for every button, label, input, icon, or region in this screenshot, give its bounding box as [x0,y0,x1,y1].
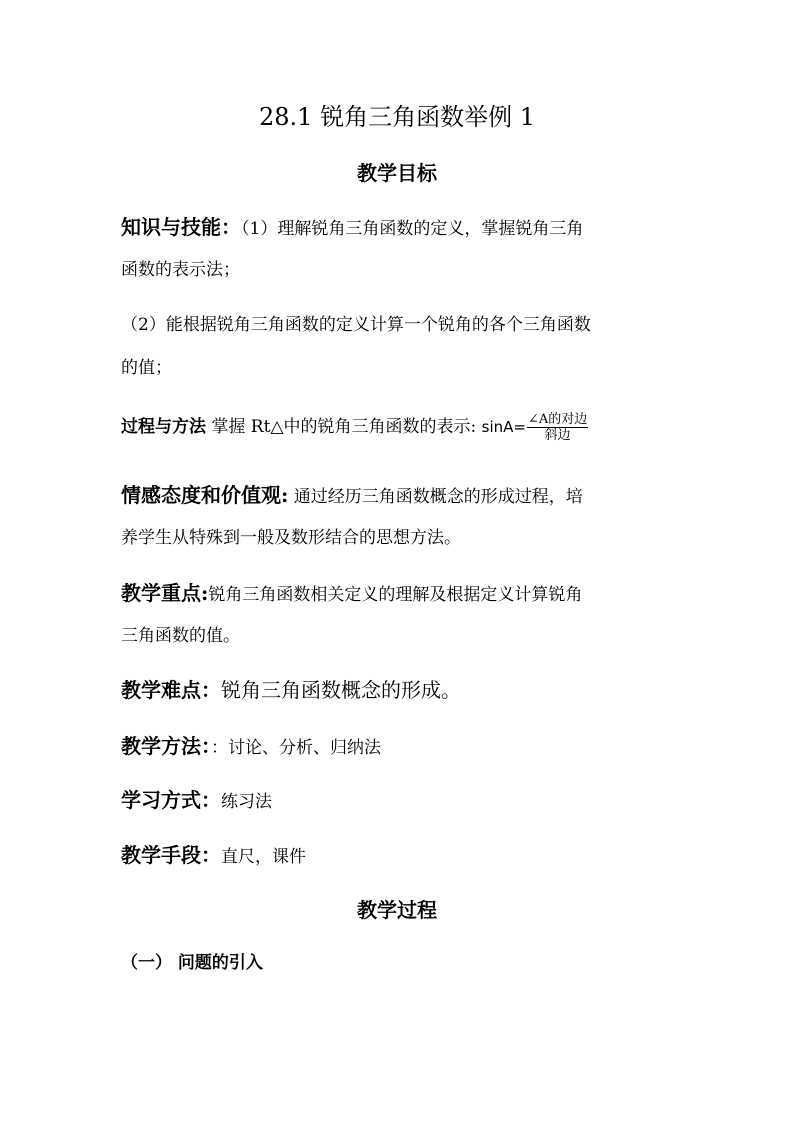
formula-denominator: 斜边 [544,428,571,443]
knowledge-text-line1: （1）理解锐角三角函数的定义，掌握锐角三角 [241,219,584,239]
key-points-text-line2: 三角函数的值。 [121,626,240,646]
tools-text: 直尺，课件 [221,847,306,867]
knowledge-paragraph-line1 [121,214,681,242]
heading-teaching-process: 教学过程 [357,898,437,922]
heading-teaching-goals: 教学目标 [357,161,437,185]
process-label: 过程与方法 [121,417,206,437]
tools-paragraph [121,842,681,870]
document-title: 28.1 锐角三角函数举例 1 [259,103,535,131]
difficulty-label: 教学难点： [121,678,221,702]
knowledge-text-line3: （2）能根据锐角三角函数的定义计算一个锐角的各个三角函数 [121,315,591,335]
key-points-text-line1: 锐角三角函数相关定义的理解及根据定义计算锐角 [208,585,583,605]
method-paragraph [121,733,681,761]
sine-formula [482,412,589,443]
process-paragraph [121,412,681,443]
key-points-label: 教学重点: [121,581,209,605]
difficulty-paragraph [121,677,681,705]
formula-numerator: ∠A的对边 [527,412,588,427]
method-label: 教学方法： [121,734,211,758]
formula-fraction [527,412,588,443]
emotion-paragraph-line1 [121,482,681,510]
tools-label: 教学手段： [121,843,221,867]
process-text: 掌握 Rt△中的锐角三角函数的表示: [206,417,482,437]
knowledge-label: 知识与技能： [121,215,241,239]
emotion-text-line2: 养学生从特殊到一般及数形结合的思想方法。 [121,528,461,548]
study-text: 练习法 [221,792,272,812]
study-paragraph [121,787,681,815]
difficulty-text: 锐角三角函数概念的形成。 [221,678,461,702]
study-label: 学习方式： [121,788,221,812]
key-points-paragraph-line1 [121,580,681,608]
emotion-text-line1: 通过经历三角函数概念的形成过程，培 [288,487,583,507]
formula-lhs: sinA= [481,418,526,436]
knowledge-text-line2: 函数的表示法； [121,260,240,280]
knowledge-text-line4: 的值； [121,358,172,378]
emotion-label: 情感态度和价值观: [121,483,289,507]
method-text: ：讨论、分析、归纳法 [211,738,381,758]
section-1-heading: （一） 问题的引入 [121,953,263,973]
